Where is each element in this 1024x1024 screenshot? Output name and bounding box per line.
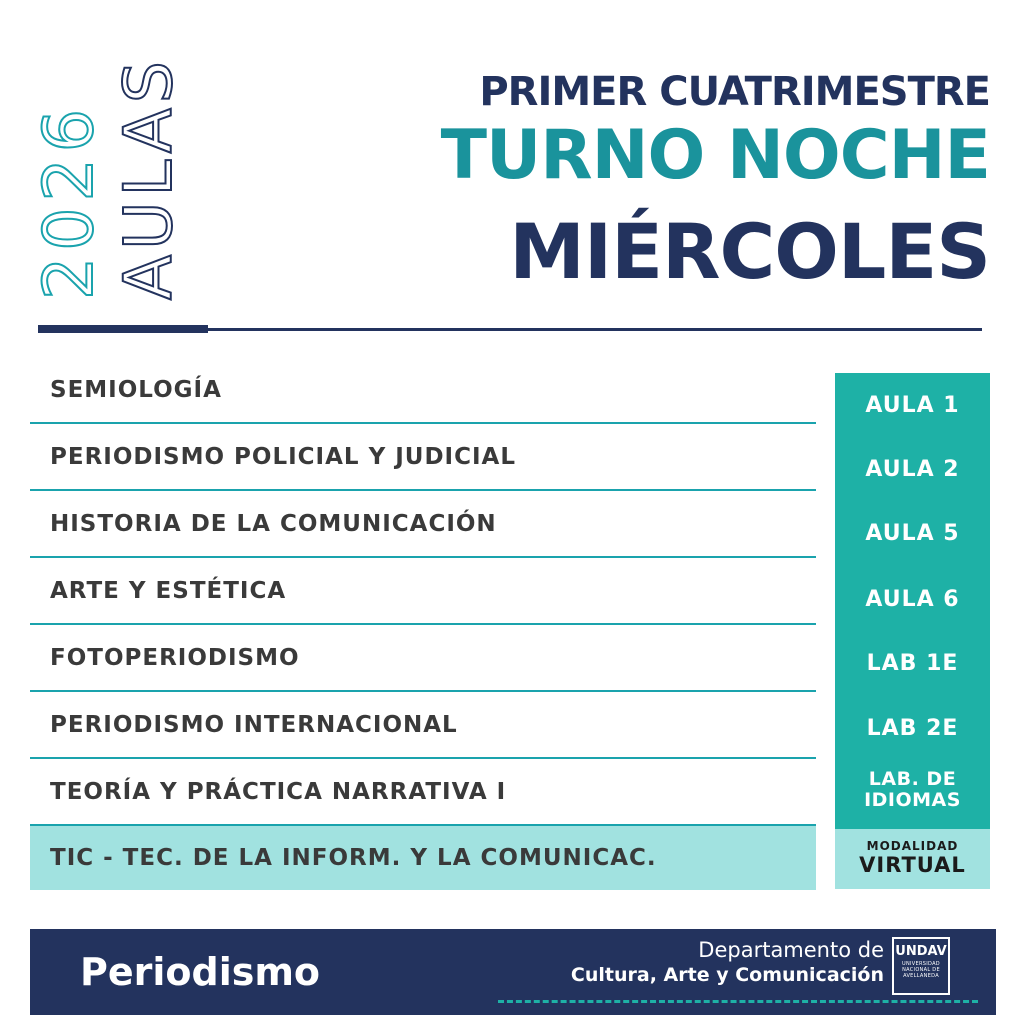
logo-mark: UNDAV bbox=[895, 944, 947, 959]
department-line2: Cultura, Arte y Comunicación bbox=[570, 964, 884, 986]
subject-row bbox=[30, 625, 816, 692]
subject-row-highlighted bbox=[30, 826, 816, 890]
subject-row bbox=[30, 491, 816, 558]
room-label: LAB 1E bbox=[866, 651, 959, 676]
virtual-mode-value: VIRTUAL bbox=[859, 853, 966, 877]
room-label: LAB. DE bbox=[868, 768, 957, 790]
subject-label: PERIODISMO INTERNACIONAL bbox=[50, 711, 458, 738]
aulas-vertical: AULAS bbox=[110, 56, 187, 300]
divider-thick bbox=[38, 325, 208, 333]
virtual-mode-label: MODALIDAD bbox=[866, 839, 959, 853]
header-term: PRIMER CUATRIMESTRE bbox=[479, 69, 990, 115]
room-label: LAB 2E bbox=[866, 716, 959, 741]
year-vertical: 2026 bbox=[30, 102, 109, 300]
subject-row bbox=[30, 424, 816, 491]
room-label: IDIOMAS bbox=[864, 789, 961, 811]
logo-subtitle-2: NACIONAL DE bbox=[902, 966, 940, 973]
dashed-divider bbox=[498, 1000, 978, 1003]
room-label: AULA 6 bbox=[865, 587, 960, 612]
subject-row bbox=[30, 692, 816, 759]
subject-label: TIC - TEC. DE LA INFORM. Y LA COMUNICAC. bbox=[50, 845, 657, 871]
header-day: MIÉRCOLES bbox=[509, 207, 990, 296]
career-name: Periodismo bbox=[80, 950, 321, 994]
subject-label: HISTORIA DE LA COMUNICACIÓN bbox=[50, 510, 497, 537]
room-label: AULA 5 bbox=[865, 521, 960, 546]
subject-row bbox=[30, 759, 816, 826]
divider-thin bbox=[208, 328, 982, 331]
logo-subtitle-1: UNIVERSIDAD bbox=[902, 961, 940, 967]
subject-row bbox=[30, 558, 816, 625]
department-line1: Departamento de bbox=[698, 938, 884, 962]
subject-label: ARTE Y ESTÉTICA bbox=[50, 577, 287, 604]
subject-label: FOTOPERIODISMO bbox=[50, 644, 300, 671]
room-label: AULA 1 bbox=[865, 393, 960, 418]
room-label: AULA 2 bbox=[865, 457, 960, 482]
university-logo bbox=[892, 937, 950, 995]
subject-label: PERIODISMO POLICIAL Y JUDICIAL bbox=[50, 443, 517, 470]
subject-label: SEMIOLOGÍA bbox=[50, 376, 222, 403]
logo-subtitle-3: AVELLANEDA bbox=[903, 972, 939, 979]
footer-bar bbox=[30, 929, 996, 1015]
subject-label: TEORÍA Y PRÁCTICA NARRATIVA I bbox=[50, 778, 507, 805]
header-shift: TURNO NOCHE bbox=[440, 116, 990, 195]
subject-row bbox=[30, 357, 816, 424]
